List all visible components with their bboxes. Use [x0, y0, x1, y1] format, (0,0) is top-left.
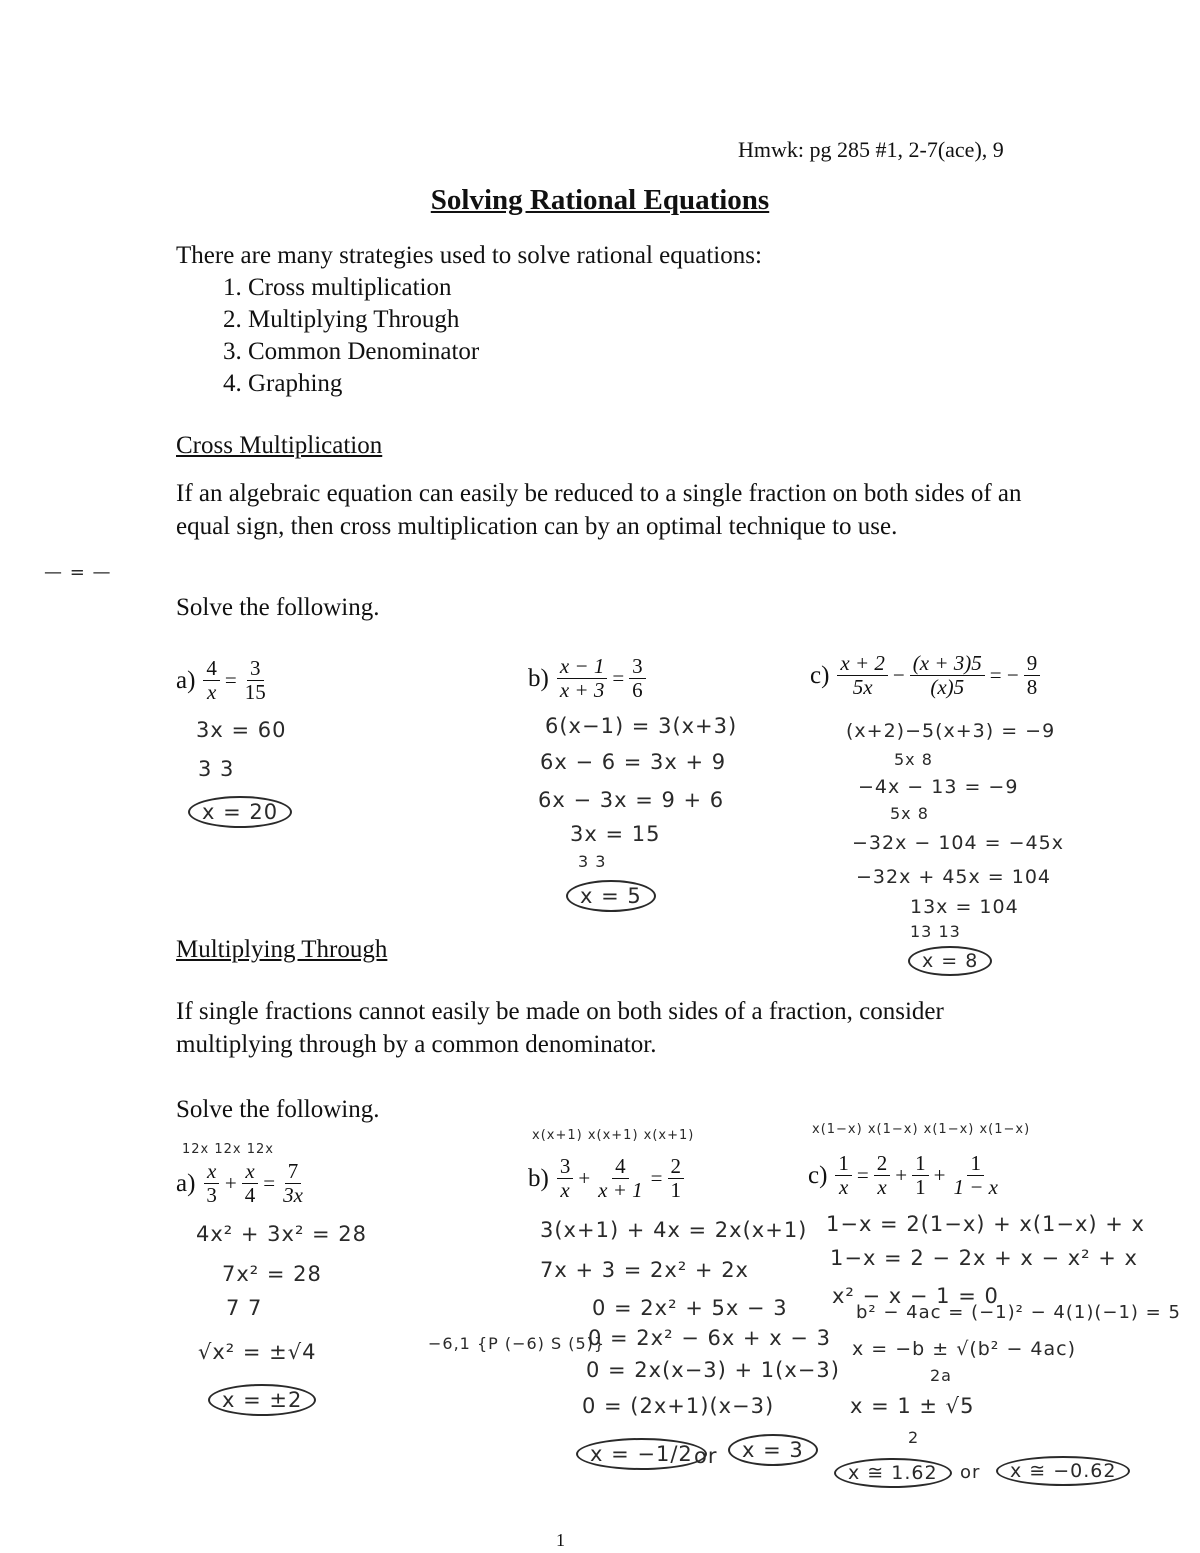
work-line: 0 = 2x² − 6x + x − 3 [588, 1326, 831, 1350]
work-line: −4x − 13 = −9 [858, 776, 1019, 798]
work-line: x² − x − 1 = 0 [832, 1284, 999, 1308]
work-line: (x+2)−5(x+3) = −9 [846, 720, 1056, 742]
cross-b-equation: b) $\frac{x - 1}{x + 3}$ = $\frac{3}{6}$ [528, 655, 648, 702]
work-line: 6x − 6 = 3x + 9 [540, 750, 727, 774]
work-line: 0 = (2x+1)(x−3) [582, 1394, 775, 1418]
work-line: 6(x−1) = 3(x+3) [545, 714, 738, 738]
work-line: x = −b ± √(b² − 4ac) [852, 1338, 1077, 1360]
fraction: $\frac{9}{8}$ [1024, 652, 1041, 699]
fraction: $\frac{1}{x}$ [835, 1152, 852, 1199]
answer-circle: x = 20 [188, 796, 292, 828]
problem-label: a) [176, 666, 196, 694]
work-line: 1−x = 2 − 2x + x − x² + x [830, 1246, 1138, 1270]
problem-label: a) [176, 1169, 196, 1197]
work-line: 2a [930, 1366, 952, 1385]
page-number: 1 [556, 1530, 565, 1550]
cross-paragraph: If an algebraic equation can easily be reduced to a single fraction on both sides of an equal sign, then cross multiplication can by an optimal technique to use. [176, 480, 1022, 540]
fraction: $\frac{2}{1}$ [668, 1155, 685, 1202]
multiplier-note: x(1−x) x(1−x) x(1−x) x(1−x) [812, 1122, 1031, 1137]
work-line: −32x + 45x = 104 [856, 866, 1052, 888]
answer-circle: x = −1/2 [576, 1438, 707, 1470]
fraction: $\frac{x}{3}$ [203, 1160, 220, 1207]
work-line: 3 3 [578, 852, 607, 871]
through-solve-prompt: Solve the following. [176, 1096, 380, 1123]
problem-label: c) [808, 1161, 828, 1189]
answer-circle: x ≅ 1.62 [834, 1458, 952, 1488]
or-text: or [694, 1444, 718, 1468]
work-line: 0 = 2x² + 5x − 3 [592, 1296, 788, 1320]
work-line: 4x² + 3x² = 28 [196, 1222, 368, 1246]
work-line: 7x + 3 = 2x² + 2x [540, 1258, 749, 1282]
problem-label: c) [810, 661, 830, 689]
through-b-equation: b) $\frac{3}{x}$ + $\frac{4}{x + 1}$ = $\frac{2}{1}$ [528, 1155, 686, 1202]
work-line: 5x 8 [894, 750, 933, 769]
cross-solve-prompt: Solve the following. [176, 594, 380, 621]
fraction: $\frac{3}{x}$ [557, 1155, 574, 1202]
problem-label: b) [528, 1164, 549, 1192]
work-line: 3 3 [198, 757, 235, 781]
work-line: 7 7 [226, 1296, 263, 1320]
fraction: $\frac{1}{1}$ [912, 1152, 929, 1199]
fraction: $\frac{4}{x}$ [203, 657, 220, 704]
cross-heading: Cross Multiplication [176, 432, 383, 459]
strategy-item: 1. Cross multiplication [248, 272, 479, 304]
fraction: $\frac{3}{6}$ [629, 655, 646, 702]
through-heading: Multiplying Through [176, 936, 388, 963]
homework-note: Hmwk: pg 285 #1, 2-7(ace), 9 [738, 137, 1004, 162]
factor-note: −6,1 {P (−6) S (5)} [428, 1334, 606, 1353]
or-text: or [960, 1462, 981, 1483]
strategy-item: 2. Multiplying Through [248, 304, 479, 336]
multiplier-note: x(x+1) x(x+1) x(x+1) [532, 1128, 695, 1143]
through-a-equation: a) $\frac{x}{3}$ + $\frac{x}{4}$ = $\frac{7}{3x}$ [176, 1160, 308, 1207]
through-paragraph: If single fractions cannot easily be made on both sides of a fraction, consider multiplying through by a common denominator. [176, 998, 944, 1058]
answer-circle: x = 5 [566, 880, 656, 912]
answer-circle: x = ±2 [208, 1384, 316, 1416]
work-line: −32x − 104 = −45x [852, 832, 1064, 854]
problem-label: b) [528, 664, 549, 692]
through-c-equation: c) $\frac{1}{x}$ = $\frac{2}{x}$ + $\frac{1}{1}$ + $\frac{1}{1 - x}$ [808, 1152, 1003, 1199]
work-line: √x² = ±√4 [198, 1340, 317, 1364]
multiplier-note: 12x 12x 12x [182, 1142, 274, 1157]
fraction: $\frac{7}{3x}$ [283, 1159, 303, 1208]
work-line: 7x² = 28 [222, 1262, 322, 1286]
work-line: b² − 4ac = (−1)² − 4(1)(−1) = 5 [856, 1302, 1181, 1323]
strategies-list [176, 272, 479, 400]
work-line: 2 [908, 1428, 920, 1447]
strategy-item: 4. Graphing [248, 368, 479, 400]
answer-circle: x = 3 [728, 1434, 818, 1466]
fraction: $\frac{x + 2}{5x}$ [837, 652, 888, 699]
fraction: $\frac{x - 1}{x + 3}$ [557, 655, 608, 702]
work-line: 6x − 3x = 9 + 6 [538, 788, 725, 812]
work-line: 13 13 [910, 922, 961, 941]
answer-circle: x = 8 [908, 946, 992, 976]
work-line: 0 = 2x(x−3) + 1(x−3) [586, 1358, 840, 1382]
work-line: 1−x = 2(1−x) + x(1−x) + x [826, 1212, 1145, 1236]
work-line: x = 1 ± √5 [850, 1394, 975, 1418]
page-title-text: Solving Rational Equations [430, 184, 770, 216]
margin-note: — = — [44, 562, 112, 583]
intro-text: There are many strategies used to solve rational equations: [176, 242, 762, 269]
cross-a-equation: a) $\frac{4}{x}$ = $\frac{3}{15}$ [176, 657, 271, 704]
work-line: 13x = 104 [910, 896, 1019, 918]
fraction: $\frac{3}{15}$ [244, 656, 266, 705]
work-line: 3x = 15 [570, 822, 661, 846]
fraction: $\frac{2}{x}$ [874, 1152, 891, 1199]
work-line: 3x = 60 [196, 718, 287, 742]
page-title [0, 184, 1200, 217]
fraction: $\frac{4}{x + 1}$ [598, 1154, 643, 1203]
fraction: $\frac{(x + 3)5}{(x)5}$ [910, 652, 985, 699]
strategy-item: 3. Common Denominator [248, 336, 479, 368]
work-line: 5x 8 [890, 804, 929, 823]
fraction: $\frac{1}{1 - x}$ [953, 1151, 998, 1200]
cross-c-equation: c) $\frac{x + 2}{5x}$ − $\frac{(x + 3)5}{(x)5}$ = − $\frac{9}{8}$ [810, 652, 1042, 699]
work-line: 3(x+1) + 4x = 2x(x+1) [540, 1218, 808, 1242]
answer-circle: x ≅ −0.62 [996, 1456, 1130, 1486]
fraction: $\frac{x}{4}$ [242, 1160, 259, 1207]
